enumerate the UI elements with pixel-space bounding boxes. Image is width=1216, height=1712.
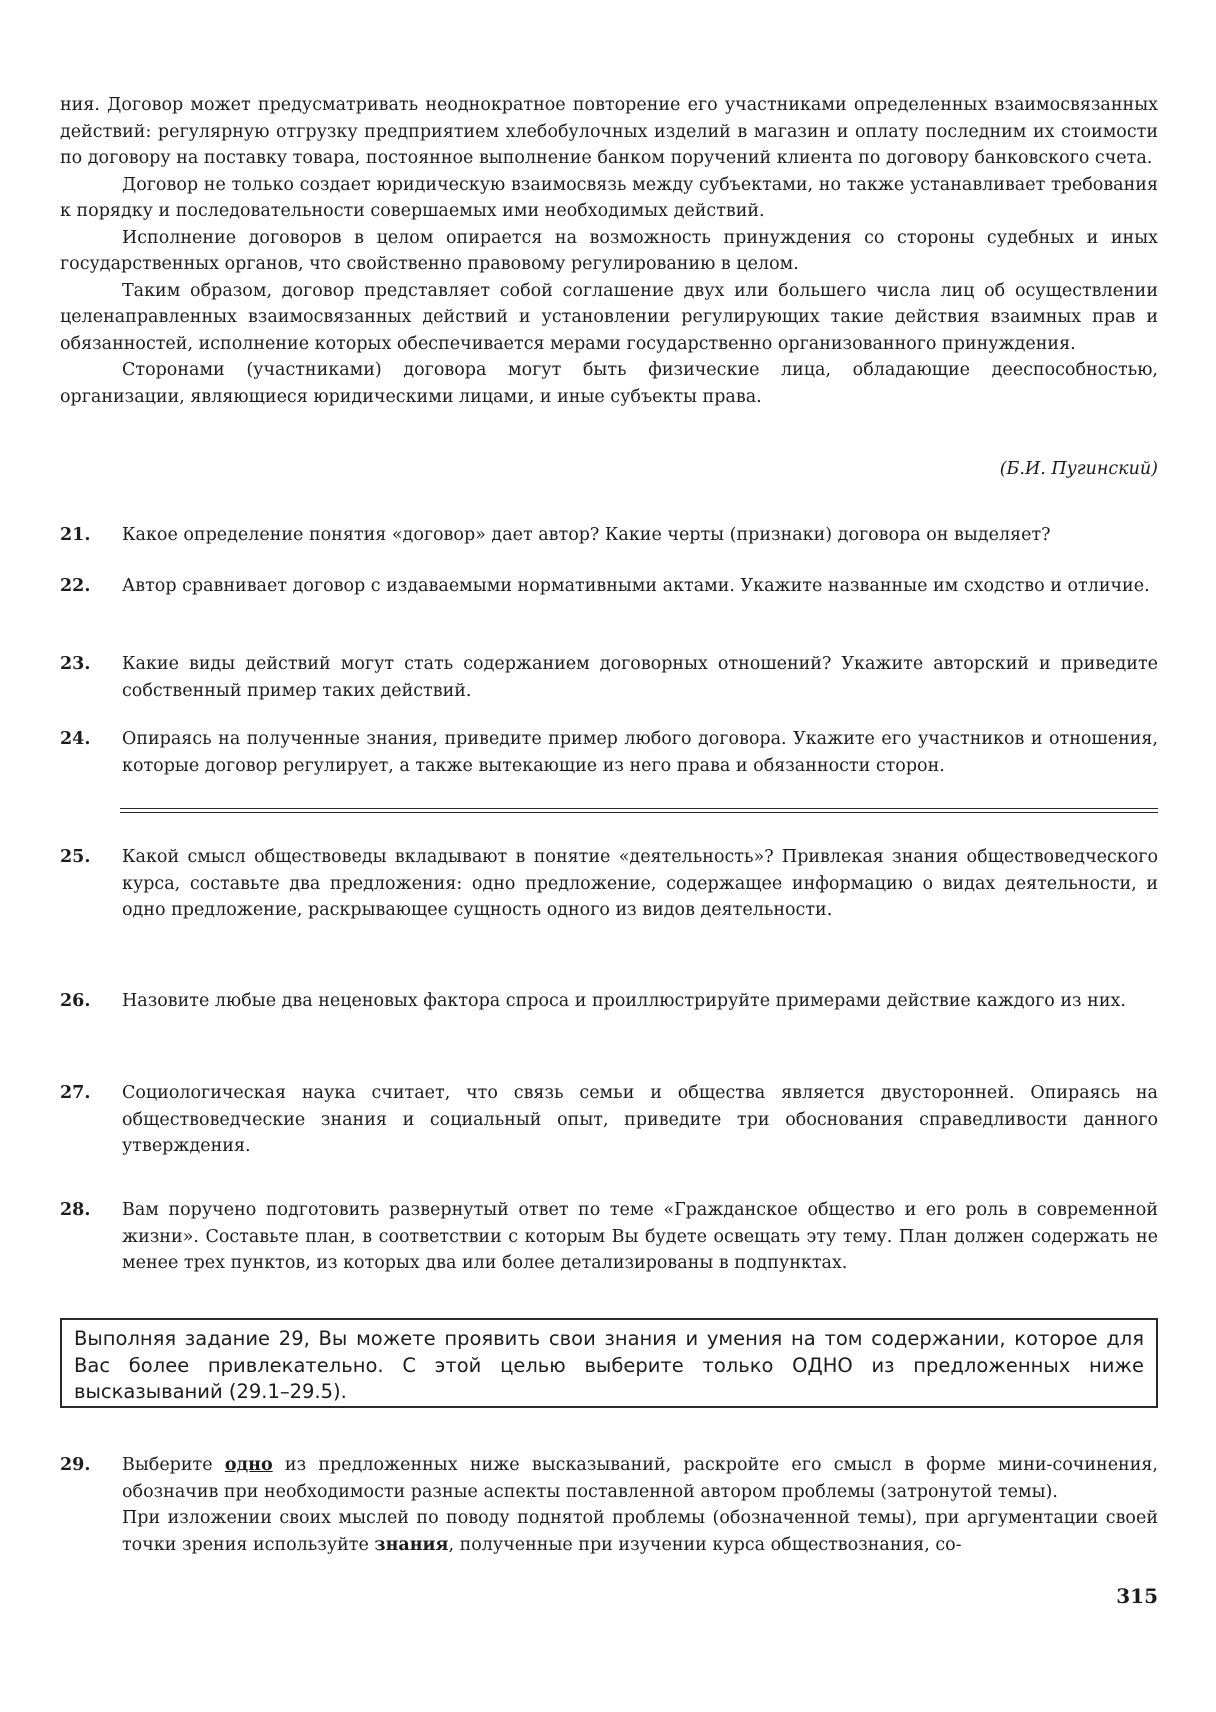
passage-paragraph-4: Таким образом, договор представляет собой соглашение двух или большего числа лиц об осуществлении целенаправленных взаимосвязанных действий и установлении регулирующих такие действия взаимных прав и обязанностей, исполнение которых обеспечивается мерами государственно организованного принуждения. xyxy=(60,280,1158,354)
question-text: Вам поручено подготовить развернутый ответ по теме «Гражданское общество и его роль в современной жизни». Составьте план, в соответствии с которым Вы будете освещать эту тему. План должен содержать не менее трех пунктов, из которых два или более детализированы в подпунктах. xyxy=(122,1200,1158,1273)
question-26 xyxy=(60,988,1158,1015)
passage-attribution: (Б.И. Пугинский) xyxy=(999,459,1158,479)
question-number: 25. xyxy=(60,847,91,867)
question-text: Какое определение понятия «договор» дает автор? Какие черты (признаки) договора он выделяет? xyxy=(122,525,1051,545)
passage-paragraph-5: Сторонами (участниками) договора могут быть физические лица, обладающие дееспособностью, организации, являющиеся юридическими лицами, и иные субъекты права. xyxy=(60,360,1158,407)
question-text: Социологическая наука считает, что связь семьи и общества является двусторонней. Опираясь на обществоведческие знания и социальный опыт, приведите три обоснования справедливости данного утверждения. xyxy=(122,1083,1158,1156)
question-number: 22. xyxy=(60,576,91,596)
question-number: 27. xyxy=(60,1083,91,1103)
question-27 xyxy=(60,1080,1158,1160)
question-number: 28. xyxy=(60,1200,91,1220)
passage-paragraph-2: Договор не только создает юридическую взаимосвязь между субъектами, но также устанавливает требования к порядку и последовательности совершаемых ими необходимых действий. xyxy=(60,174,1158,221)
question-number: 29. xyxy=(60,1455,91,1475)
passage-paragraph-3: Исполнение договоров в целом опирается на возможность принуждения со стороны судебных и иных государственных органов, что свойственно правовому регулированию в целом. xyxy=(60,227,1158,274)
passage-paragraph-1: ния. Договор может предусматривать неоднократное повторение его участниками определенных взаимосвязанных действий: регулярную отгрузку предприятием хлебобулочных изделий в магазин и оплату последним их стоимости по договору на поставку товара, постоянное выполнение банком поручений клиента по договору банковского счета. xyxy=(60,95,1158,168)
question-text: Назовите любые два неценовых фактора спроса и проиллюстрируйте примерами действие каждого из них. xyxy=(122,991,1126,1011)
question-23 xyxy=(60,651,1158,704)
emphasis-one: одно xyxy=(224,1455,273,1475)
question-text: Опираясь на полученные знания, приведите пример любого договора. Укажите его участников и отношения, которые договор регулирует, а также вытекающие из него права и обязанности сторон. xyxy=(122,729,1158,776)
question-text: Автор сравнивает договор с издаваемыми нормативными актами. Укажите названные им сходство и отличие. xyxy=(122,576,1150,596)
task-29-notice-box: Выполняя задание 29, Вы можете проявить свои знания и умения на том содержании, которое для Вас более привлекательно. С этой целью выберите только ОДНО из предложенных ниже высказываний (29.1–29.5). xyxy=(60,1318,1158,1408)
instruction-text: , полученные при изучении курса обществознания, со- xyxy=(448,1534,962,1555)
question-21 xyxy=(60,522,1158,549)
question-number: 26. xyxy=(60,991,91,1011)
page-number: 315 xyxy=(1116,1584,1158,1608)
question-28 xyxy=(60,1197,1158,1277)
question-number: 21. xyxy=(60,525,91,545)
question-29-instruction-1 xyxy=(122,1452,1158,1505)
question-29-instruction-2 xyxy=(122,1505,1158,1558)
question-24 xyxy=(60,726,1158,779)
question-22 xyxy=(60,573,1158,600)
section-divider xyxy=(120,808,1158,813)
question-number: 23. xyxy=(60,654,91,674)
question-25 xyxy=(60,844,1158,924)
question-29 xyxy=(60,1452,1158,1558)
instruction-text: При изложении своих мыслей по поводу поднятой проблемы (обозначенной темы), при аргументации своей точки зрения используйте xyxy=(122,1508,1158,1555)
source-passage xyxy=(60,92,1158,410)
instruction-text: из предложенных ниже высказываний, раскройте его смысл в форме мини-сочинения, обозначив при необходимости разные аспекты поставленной автором проблемы (затронутой темы). xyxy=(122,1455,1158,1502)
question-number: 24. xyxy=(60,729,91,749)
emphasis-knowledge: знания xyxy=(374,1534,449,1555)
question-text: Какой смысл обществоведы вкладывают в понятие «деятельность»? Привлекая знания обществоведческого курса, составьте два предложения: одно предложение, содержащее информацию о видах деятельности, и одно предложение, раскрывающее сущность одного из видов деятельности. xyxy=(122,847,1158,920)
question-text: Какие виды действий могут стать содержанием договорных отношений? Укажите авторский и приведите собственный пример таких действий. xyxy=(122,654,1158,701)
instruction-text: Выберите xyxy=(122,1455,213,1475)
